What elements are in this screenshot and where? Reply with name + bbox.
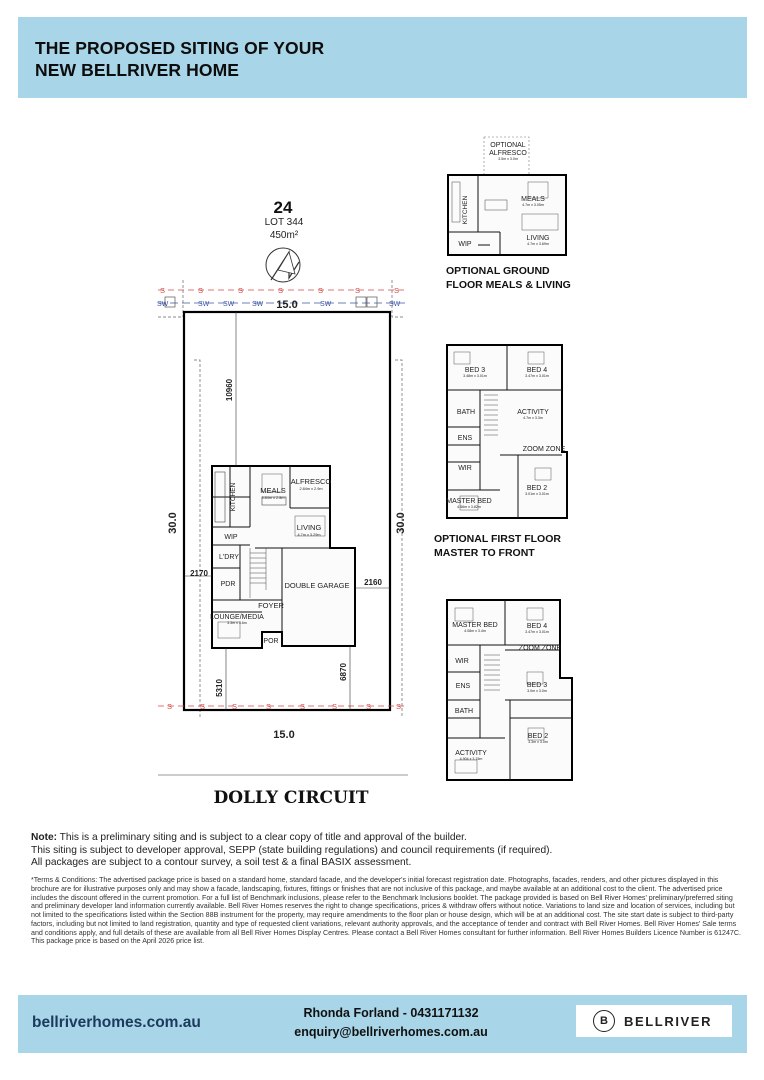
title-line-1: THE PROPOSED SITING OF YOUR xyxy=(35,38,325,58)
opt-first-activity-size: 4.7m x 3.3m xyxy=(523,416,543,420)
opt-ground-living-size: 4.7m x 3.69m xyxy=(527,242,549,246)
svg-text:SW: SW xyxy=(223,301,235,308)
svg-text:S: S xyxy=(238,286,244,295)
opt-ground-wip: WIP xyxy=(458,241,472,248)
svg-text:S: S xyxy=(318,286,324,295)
contact-block xyxy=(236,1004,546,1042)
sewer-line-top xyxy=(158,286,405,295)
opt-first-ens: ENS xyxy=(457,435,473,442)
std-first-master: MASTER BED xyxy=(452,622,498,629)
opt-ground-meals-size: 4.7m x 3.05m xyxy=(522,203,544,207)
opt-ground-caption-1: OPTIONAL GROUND xyxy=(446,265,550,277)
svg-text:SW: SW xyxy=(389,301,401,308)
opt-first-caption-2: MASTER TO FRONT xyxy=(434,547,535,559)
std-first-bed2: BED 2 xyxy=(527,733,549,740)
lot-area: 450m² xyxy=(269,230,299,241)
terms-and-conditions: *Terms & Conditions: The advertised package price is based on a standard home, standard facade, and the developer's initial forecast registration date. Photographs, facades, renders, and other pictures displayed in this brochure are for illustrative purposes only and may show a facade, landscaping, fixtures, fittings or finishes that are not inclusive of this package, and maybe available at an additional cost to the client. The advertised price includes the discount offered in the current promotion. For a full list of Benchmark inclusions, please refer to the Benchmark Inclusions booklet. The package provided is based on Bell River Homes' preliminary/preferred siting and preliminary developer land information currently available. Bell River Homes reserves the right to change specifications, prices & withdraw offers without notice. Variations to land size and location of services, including but not limited to the specifications listed within the Section 88B instrument for the property, may require amendments to the floor plan or house design, which will be at an additional cost. The site start date is subject to third-party factors, including but not limited to land registration, quantity and type of requested client variations, relevant authority approvals, and the acceptance of tender and contract with Bell River Homes. Bell River Homes' Sale terms and conditions apply, and full details of these are available from all Bell River Homes Display Centres. Please contact a Bell River Homes consultant for further information. Bell River Homes Builders Licence Number is 61247C. This package price is based on the April 2026 price list. xyxy=(31,876,741,946)
note-line-1-text: This is a preliminary siting and is subject to a clear copy of title and approval of the builder. xyxy=(57,832,467,843)
room-lounge: LOUNGE/MEDIA xyxy=(210,614,264,621)
note-label: Note: xyxy=(31,832,58,843)
svg-text:S: S xyxy=(232,702,238,711)
bellriver-logo-text: BELLRIVER xyxy=(624,1013,713,1029)
frontage-top: 15.0 xyxy=(276,299,298,311)
room-por: POR xyxy=(263,638,279,645)
room-pdr: PDR xyxy=(220,581,236,588)
svg-text:S: S xyxy=(160,286,166,295)
std-first-zoom: ZOOM ZONE xyxy=(518,645,562,652)
setback-rear: 10960 xyxy=(225,378,234,402)
opt-ground-meals: MEALS xyxy=(521,196,545,203)
room-wip: WIP xyxy=(224,534,238,541)
opt-first-activity: ACTIVITY xyxy=(517,409,549,416)
svg-text:S: S xyxy=(266,702,272,711)
svg-text:SW: SW xyxy=(320,301,332,308)
room-alfresco-size: 2.84m x 2.9m xyxy=(299,487,323,491)
note-line-1 xyxy=(31,832,741,845)
opt-first-zoom: ZOOM ZONE xyxy=(522,446,566,453)
std-first-wir: WIR xyxy=(455,658,469,665)
svg-text:S: S xyxy=(332,702,338,711)
room-foyer: FOYER xyxy=(258,601,284,610)
opt-first-master: MASTER BED xyxy=(446,498,492,505)
opt-ground-alfresco-1: OPTIONAL xyxy=(490,142,526,149)
opt-first-bed4: BED 4 xyxy=(526,367,548,374)
bellriver-logo-icon: B xyxy=(593,1010,615,1032)
opt-ground-living: LIVING xyxy=(526,235,550,242)
opt-first-bed3: BED 3 xyxy=(464,367,486,374)
room-alfresco: ALFRESCO xyxy=(290,477,332,486)
depth-left: 30.0 xyxy=(167,512,179,534)
svg-text:SW: SW xyxy=(157,301,169,308)
svg-text:S: S xyxy=(200,702,206,711)
svg-text:S: S xyxy=(167,702,173,711)
opt-first-bed2: BED 2 xyxy=(526,485,548,492)
opt-ground-alfresco-size: 3.5m x 3.0m xyxy=(498,157,518,161)
north-arrow-icon xyxy=(266,248,300,282)
frontage-bottom: 15.0 xyxy=(273,729,295,741)
setback-left: 2170 xyxy=(190,569,208,578)
room-lounge-size: 3.3m x 3.6m xyxy=(227,621,247,625)
setback-front-right: 6870 xyxy=(339,663,348,681)
std-first-bed4-size: 3.47m x 3.01m xyxy=(525,630,549,634)
contact-name-phone[interactable]: Rhonda Forland - 0431171132 xyxy=(303,1006,479,1020)
svg-text:SW: SW xyxy=(252,301,264,308)
opt-first-caption-1: OPTIONAL FIRST FLOOR xyxy=(434,533,561,545)
room-meals-size: 3.84m x 2.8m xyxy=(261,496,285,500)
std-first-bed2-size: 3.3m x 3.0m xyxy=(528,740,548,744)
opt-first-wir: WIR xyxy=(458,465,472,472)
note-line-2: This siting is subject to developer approval, SEPP (state building regulations) and council requirements (if required). xyxy=(31,844,553,856)
contact-email[interactable]: enquiry@bellriverhomes.com.au xyxy=(294,1025,488,1039)
opt-first-bed3-size: 3.48m x 3.01m xyxy=(463,374,487,378)
room-kitchen: KITCHEN xyxy=(230,482,237,512)
opt-first-bed3-size: BATH xyxy=(456,409,476,416)
lot-label: LOT 344 xyxy=(264,217,304,228)
opt-ground-alfresco-2: ALFRESCO xyxy=(489,150,527,157)
room-double-garage: DOUBLE GARAGE xyxy=(284,581,350,590)
svg-text:SW: SW xyxy=(198,301,210,308)
std-first-activity-size: 4.904 x 3.15m xyxy=(459,757,483,761)
std-first-ens: ENS xyxy=(455,683,471,690)
std-first-bath: BATH xyxy=(454,708,474,715)
note-block xyxy=(31,832,741,870)
std-first-bed4: BED 4 xyxy=(526,623,548,630)
setback-front-left: 5310 xyxy=(215,679,224,697)
room-meals: MEALS xyxy=(260,486,286,495)
opt-first-bed4-size: 3.47m x 3.01m xyxy=(525,374,549,378)
setback-right: 2160 xyxy=(364,578,382,587)
std-first-bed3-size: 3.0m x 3.0m xyxy=(527,689,547,693)
title-line-2: NEW BELLRIVER HOME xyxy=(35,60,240,80)
svg-text:S: S xyxy=(198,286,204,295)
opt-first-master-size: 4.56m x 3.82m xyxy=(457,505,481,509)
depth-right: 30.0 xyxy=(395,512,407,534)
svg-text:S: S xyxy=(366,702,372,711)
opt-ground-kitchen: KITCHEN xyxy=(462,195,469,225)
bellriver-logo xyxy=(576,1005,732,1037)
opt-ground-caption-2: FLOOR MEALS & LIVING xyxy=(446,279,571,291)
std-first-master-size: 4.08m x 3.4m xyxy=(464,629,486,633)
room-living: LIVING xyxy=(296,523,322,532)
svg-text:S: S xyxy=(396,702,402,711)
std-first-activity: ACTIVITY xyxy=(455,750,487,757)
svg-text:S: S xyxy=(355,286,361,295)
lot-number: 24 xyxy=(273,198,293,217)
svg-text:S: S xyxy=(394,286,400,295)
note-line-3: All packages are subject to a contour survey, a soil test & a final BASIX assessment. xyxy=(31,857,412,869)
footer-banner xyxy=(18,995,747,1053)
room-ldry: L'DRY xyxy=(219,554,239,561)
website-link[interactable]: bellriverhomes.com.au xyxy=(32,1014,201,1031)
svg-text:S: S xyxy=(278,286,284,295)
room-living-size: 4.7m x 3.29m xyxy=(297,533,321,537)
svg-text:S: S xyxy=(300,702,306,711)
opt-first-bed2-size: 3.01m x 3.01m xyxy=(525,492,549,496)
street-name: DOLLY CIRCUIT xyxy=(213,788,369,808)
std-first-bed3: BED 3 xyxy=(526,682,548,689)
